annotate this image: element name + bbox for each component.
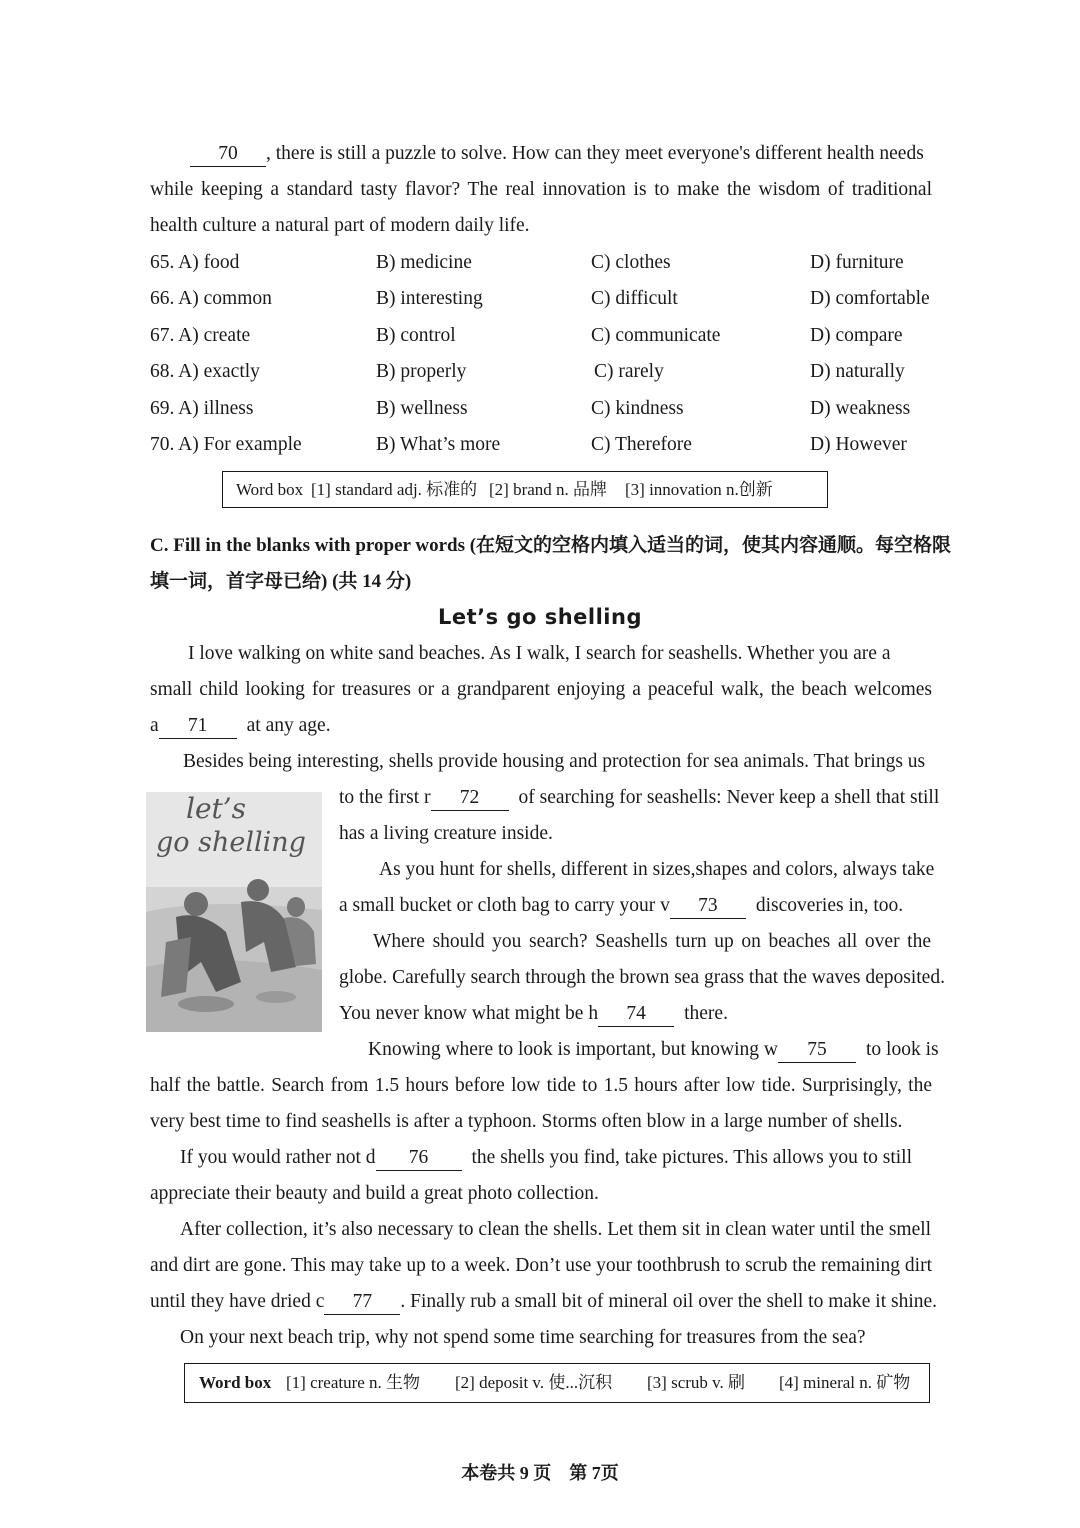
passage-line: health culture a natural part of modern daily life.	[150, 215, 530, 236]
passage-line: After collection, it’s also necessary to clean the shells. Let them sit in clean water until the smell	[180, 1219, 932, 1240]
passage-line: Besides being interesting, shells provide housing and protection for sea animals. That brings us	[183, 751, 926, 772]
text: to look is	[866, 1039, 939, 1060]
text: discoveries in, too.	[755, 895, 904, 916]
passage-title: Let’s go shelling	[438, 605, 642, 629]
page-footer: 本卷共 9 页 第 7页	[461, 1463, 619, 1483]
option-d: D) However	[810, 434, 907, 455]
option-a: 67. A) create	[150, 325, 251, 346]
word-box-entry: [3] innovation n.创新	[625, 480, 773, 499]
passage-line	[150, 708, 932, 744]
word-box-entry: [1] standard adj. 标准的	[311, 480, 478, 499]
passage-line: As you hunt for shells, different in sizes,shapes and colors, always take	[379, 859, 935, 880]
question-65	[150, 245, 940, 281]
option-c: C) rarely	[594, 361, 664, 382]
option-b: B) wellness	[376, 398, 468, 419]
passage-line: and dirt are gone. This may take up to a week. Don’t use your toothbrush to scrub the remaining dirt	[150, 1255, 932, 1276]
passage-line	[150, 1284, 938, 1320]
option-b: B) properly	[376, 361, 467, 382]
passage-line: I love walking on white sand beaches. As I walk, I search for seashells. Whether you are a	[188, 643, 891, 664]
text: You never know what might be h	[339, 1003, 599, 1024]
word-box-entry: [4] mineral n. 矿物	[779, 1373, 911, 1392]
passage-line	[339, 996, 931, 1032]
section-heading: 填一词，首字母已给) (共 14 分)	[150, 571, 412, 592]
option-c: C) clothes	[591, 252, 671, 273]
text: the shells you find, take pictures. This allows you to still	[471, 1147, 913, 1168]
blank-70: 70	[190, 142, 266, 167]
option-a: 69. A) illness	[150, 398, 254, 419]
option-b: B) What’s more	[376, 434, 501, 455]
text: If you would rather not d	[180, 1147, 376, 1168]
text: a	[150, 715, 159, 736]
text: at any age.	[246, 715, 331, 736]
picture-caption: let’s	[186, 792, 247, 825]
option-c: C) kindness	[591, 398, 684, 419]
text: , there is still a puzzle to solve. How can they meet everyone's different health needs	[266, 143, 924, 164]
passage-line: while keeping a standard tasty flavor? The real innovation is to make the wisdom of traditional	[150, 179, 932, 200]
option-c: C) Therefore	[591, 434, 692, 455]
passage-line	[368, 1032, 939, 1068]
passage-line: On your next beach trip, why not spend some time searching for treasures from the sea?	[180, 1327, 866, 1348]
option-a: 68. A) exactly	[150, 361, 260, 382]
question-69	[150, 391, 940, 427]
word-box-entry: [2] brand n. 品牌	[489, 480, 608, 499]
text: there.	[684, 1003, 728, 1024]
question-66	[150, 281, 940, 317]
passage-line: globe. Carefully search through the brown sea grass that the waves deposited.	[339, 967, 945, 988]
option-d: D) compare	[810, 325, 903, 346]
section-heading: C. Fill in the blanks with proper words (在短文的空格内填入适当的词，使其内容通顺。每空格限	[150, 535, 952, 556]
option-b: B) interesting	[376, 288, 483, 309]
passage-line: Where should you search? Seashells turn up on beaches all over the	[373, 931, 931, 952]
picture-caption: go shelling	[156, 827, 306, 858]
passage-line	[339, 780, 940, 816]
text: to the first r	[339, 787, 431, 808]
word-box-entry: [1] creature n. 生物	[286, 1373, 421, 1392]
option-d: D) furniture	[810, 252, 904, 273]
word-box-entry: [3] scrub v. 刷	[647, 1373, 746, 1392]
blank-71: 71	[159, 714, 237, 739]
option-c: C) difficult	[591, 288, 678, 309]
option-a: 66. A) common	[150, 288, 272, 309]
passage-line: very best time to find seashells is after a typhoon. Storms often blow in a large number of shells.	[150, 1111, 903, 1132]
word-box	[222, 471, 828, 508]
question-67	[150, 318, 940, 354]
passage-line: small child looking for treasures or a grandparent enjoying a peaceful walk, the beach welcomes	[150, 679, 932, 700]
blank-73: 73	[670, 894, 746, 919]
option-c: C) communicate	[591, 325, 721, 346]
blank-72: 72	[431, 786, 509, 811]
blank-76: 76	[376, 1146, 462, 1171]
passage-line	[150, 136, 932, 172]
question-70	[150, 427, 940, 463]
text: Knowing where to look is important, but knowing w	[368, 1039, 779, 1060]
text: of searching for seashells: Never keep a shell that still	[518, 787, 940, 808]
option-d: D) comfortable	[810, 288, 930, 309]
option-a: 70. A) For example	[150, 434, 302, 455]
passage-line	[339, 888, 931, 924]
option-b: B) control	[376, 325, 456, 346]
word-box-entry: [2] deposit v. 使...沉积	[455, 1373, 613, 1392]
passage-line: half the battle. Search from 1.5 hours before low tide to 1.5 hours after low tide. Surprisingly, the	[150, 1075, 932, 1096]
shelling-picture	[146, 792, 322, 1032]
text: a small bucket or cloth bag to carry your v	[339, 895, 670, 916]
passage-line: has a living creature inside.	[339, 823, 553, 844]
text: until they have dried c	[150, 1291, 325, 1312]
word-box-label: Word box	[199, 1373, 272, 1392]
blank-75: 75	[778, 1038, 856, 1063]
passage-line	[180, 1140, 932, 1176]
question-68	[150, 354, 940, 390]
blank-74: 74	[598, 1002, 674, 1027]
option-d: D) naturally	[810, 361, 905, 382]
option-b: B) medicine	[376, 252, 472, 273]
blank-77: 77	[324, 1290, 400, 1315]
word-box	[184, 1363, 930, 1403]
text: . Finally rub a small bit of mineral oil over the shell to make it shine.	[400, 1291, 938, 1312]
option-a: 65. A) food	[150, 252, 240, 273]
passage-line: appreciate their beauty and build a great photo collection.	[150, 1183, 599, 1204]
option-d: D) weakness	[810, 398, 911, 419]
word-box-label: Word box	[236, 480, 304, 499]
